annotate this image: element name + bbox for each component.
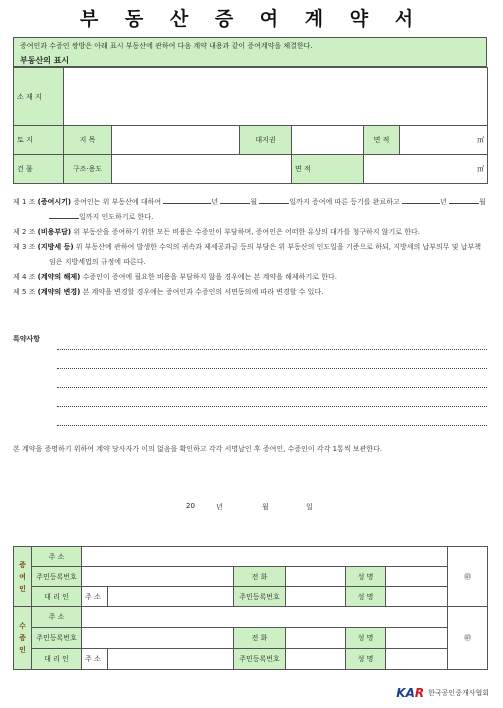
clause-text: 증여인는 위 부동산에 대하여 <box>73 198 162 206</box>
donee-address-field[interactable] <box>82 607 448 628</box>
donee-agent-id-label: 주민등록번호 <box>234 649 286 670</box>
donor-label-text: 증 여 인 <box>19 560 26 593</box>
clause-title: (계약의 변경) <box>37 288 81 296</box>
association-name: 한국공인중개사협회 <box>428 689 489 697</box>
document-title: 부 동 산 증 여 계 약 서 <box>79 8 424 30</box>
location-label: 소 재 지 <box>14 68 64 126</box>
clause-number: 제 5 조 <box>13 288 36 296</box>
date-month: 월 <box>262 503 269 511</box>
special-terms-line[interactable] <box>57 368 487 369</box>
clause-text: 년 <box>440 198 447 206</box>
donee-agent-address-label: 주 소 <box>82 649 108 670</box>
blank-field[interactable] <box>220 195 250 204</box>
clause-2 <box>13 225 487 240</box>
clause-title: (증여시기) <box>37 198 72 206</box>
clause-text: 위 부동산을 증여하기 위한 모든 비용은 수증인이 부담하며, 증여인은 어떠한 유상의 대가를 청구하지 않기로 한다. <box>73 228 421 236</box>
blank-field[interactable] <box>163 195 211 204</box>
structure-label: 구조·용도 <box>64 155 112 184</box>
donee-agent-name-label: 성 명 <box>346 649 386 670</box>
land-right-field[interactable] <box>292 126 364 155</box>
clause-5 <box>13 285 487 300</box>
donor-address-field[interactable] <box>82 547 448 567</box>
donee-phone-field[interactable] <box>286 628 346 649</box>
association-brand <box>396 686 489 700</box>
clause-text: 월 <box>479 198 486 206</box>
donor-seal: ㊞ <box>448 547 488 607</box>
land-right-label: 대지권 <box>240 126 292 155</box>
donee-label-text: 수 증 인 <box>19 622 26 654</box>
donee-phone-label: 전 화 <box>234 628 286 649</box>
donor-address-label: 주 소 <box>32 547 82 567</box>
clause-number: 제 1 조 <box>13 198 36 206</box>
donor-agent-label: 대 리 인 <box>32 587 82 607</box>
kar-logo-icon <box>396 686 424 700</box>
clause-text: 본 계약을 변경할 경우에는 증여인과 수증인의 서면동의에 따라 변경할 수 있다. <box>82 288 324 296</box>
donor-name-field[interactable] <box>386 567 448 587</box>
clause-text: 수증인이 증여에 필요한 비용을 부담하지 않을 경우에는 본 계약을 해제하기로 한다. <box>82 273 337 281</box>
donee-id-label: 주민등록번호 <box>32 628 82 649</box>
location-field[interactable] <box>64 68 488 126</box>
blank-field[interactable] <box>402 195 440 204</box>
building-area-field[interactable] <box>364 155 488 184</box>
parties-table <box>13 546 488 670</box>
donee-name-label: 성 명 <box>346 628 386 649</box>
special-terms-line[interactable] <box>57 425 487 426</box>
donor-agent-address-field[interactable] <box>108 587 234 607</box>
building-area-label: 면 적 <box>292 155 364 184</box>
clause-text: 일까지 인도하기로 한다. <box>79 213 154 221</box>
special-terms-line[interactable] <box>57 349 487 350</box>
land-label: 토 지 <box>14 126 64 155</box>
clause-title: (지방세 등) <box>37 243 74 251</box>
closing-statement: 본 계약을 증명하기 위하여 계약 당사자가 이의 없음을 확인하고 각각 서명날인 후 증여인, 수증인이 각각 1통씩 보관한다. <box>13 445 383 453</box>
special-terms-line[interactable] <box>57 387 487 388</box>
blank-field[interactable] <box>49 210 79 219</box>
clause-title: (계약의 해제) <box>37 273 81 281</box>
land-area-unit: ㎡ <box>477 136 485 144</box>
clause-1 <box>13 195 487 225</box>
logo-letter: A <box>405 686 415 700</box>
clause-text: 월 <box>250 198 258 206</box>
clause-text: 년 <box>211 198 219 206</box>
donor-id-field[interactable] <box>82 567 234 587</box>
donee-seal: ㊞ <box>448 607 488 670</box>
donor-name-label: 성 명 <box>346 567 386 587</box>
donee-agent-name-field[interactable] <box>386 649 448 670</box>
donor-phone-field[interactable] <box>286 567 346 587</box>
donor-agent-id-field[interactable] <box>286 587 346 607</box>
clauses <box>13 195 487 300</box>
clause-4 <box>13 270 487 285</box>
clause-number: 제 2 조 <box>13 228 36 236</box>
clause-number: 제 3 조 <box>13 243 36 251</box>
special-terms-label: 특약사항 <box>13 335 41 343</box>
clause-text: 일까지 증여에 따른 등기를 <box>289 198 371 206</box>
blank-field[interactable] <box>449 195 479 204</box>
intro-text: 증여인과 수증인 쌍방은 아래 표시 부동산에 관하여 다음 계약 내용과 같이 증여계약을 체결한다. <box>20 42 313 50</box>
land-area-field[interactable] <box>400 126 488 155</box>
logo-letter: K <box>396 686 406 700</box>
intro-box <box>13 37 487 67</box>
building-area-unit: ㎡ <box>477 165 485 173</box>
donee-id-field[interactable] <box>82 628 234 649</box>
donee-agent-id-field[interactable] <box>286 649 346 670</box>
donee-label <box>14 607 32 670</box>
donor-agent-name-field[interactable] <box>386 587 448 607</box>
clause-text: 위 부동산에 관하여 발생한 수익의 귀속과 제세공과금 등의 부담은 위 부동산의 인도일을 기준으로 하되, 지방세의 납부의무 및 납부책임은 지방세법의 규정에 따른다. <box>49 243 481 266</box>
donor-agent-id-label: 주민등록번호 <box>234 587 286 607</box>
property-table <box>13 67 488 184</box>
clause-text: 완료하고 <box>372 198 400 206</box>
property-section-title: 부동산의 표시 <box>20 56 70 65</box>
donee-name-field[interactable] <box>386 628 448 649</box>
date-year-prefix: 20 <box>186 502 195 510</box>
clause-3 <box>13 240 487 270</box>
structure-field[interactable] <box>112 155 292 184</box>
land-area-label: 면 적 <box>364 126 400 155</box>
logo-letter: R <box>414 686 425 700</box>
donor-agent-name-label: 성 명 <box>346 587 386 607</box>
donee-agent-address-field[interactable] <box>108 649 234 670</box>
donor-agent-address-label: 주 소 <box>82 587 108 607</box>
clause-title: (비용부담) <box>37 228 72 236</box>
donee-address-label: 주 소 <box>32 607 82 628</box>
date-year: 년 <box>216 503 223 511</box>
clause-number: 제 4 조 <box>13 273 36 281</box>
land-category-label: 지 목 <box>64 126 112 155</box>
blank-field[interactable] <box>259 195 289 204</box>
land-category-field[interactable] <box>112 126 240 155</box>
building-label: 건 물 <box>14 155 64 184</box>
special-terms-line[interactable] <box>57 406 487 407</box>
donor-label <box>14 547 32 607</box>
donee-agent-label: 대 리 인 <box>32 649 82 670</box>
donor-id-label: 주민등록번호 <box>32 567 82 587</box>
date-day: 일 <box>306 503 313 511</box>
donor-phone-label: 전 화 <box>234 567 286 587</box>
